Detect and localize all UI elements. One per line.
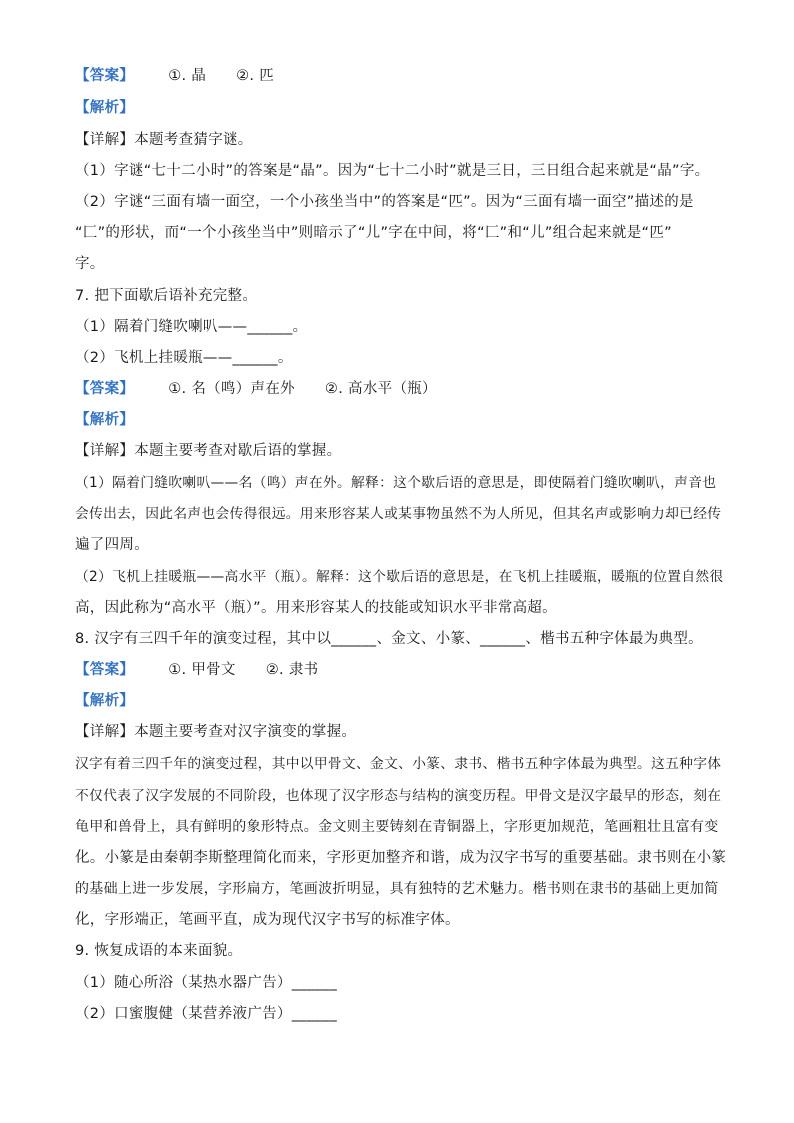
answer-row	[75, 379, 725, 399]
paragraph-line: （2）字谜“三面有墙一面空，一个小孩坐当中”的答案是“匹”。因为“三面有墙一面空”描述的是	[75, 194, 694, 210]
paragraph-line: 汉字有着三四千年的演变过程，其中以甲骨文、金文、小篆、隶书、楷书五种字体最为典型。这五种字体	[75, 756, 722, 772]
question-item: （2）飞机上挂暖瓶——______。	[75, 350, 293, 366]
analysis-label: 【解析】	[75, 693, 135, 709]
detail-label: 【详解】	[75, 443, 135, 459]
paragraph-line: （2）飞机上挂暖瓶——高水平（瓶）。解释：这个歇后语的意思是，在飞机上挂暖瓶，暖瓶的位置自然很	[75, 569, 724, 585]
analysis-label-row	[75, 410, 725, 430]
answer-label: 【答案】	[75, 662, 135, 678]
detail-row	[75, 441, 725, 461]
answer-row	[75, 660, 725, 680]
question-title: 8. 汉字有三四千年的演变过程，其中以______、金文、小篆、______、楷书五种字体最为典型。	[75, 631, 703, 647]
question-title: 7. 把下面歇后语补充完整。	[75, 288, 258, 304]
detail-label: 【详解】	[75, 132, 135, 148]
answer-label: 【答案】	[75, 68, 135, 84]
paragraph-line: 高，因此称为“高水平（瓶）”。用来形容某人的技能或知识水平非常高超。	[75, 600, 557, 616]
answer-option-1: ①. 名（鸣）声在外	[168, 381, 295, 397]
analysis-label-row	[75, 691, 725, 711]
detail-label: 【详解】	[75, 724, 135, 740]
paragraph-line: 龟甲和兽骨上，具有鲜明的象形特点。金文则主要铸刻在青铜器上，字形更加规范，笔画粗壮且富有变	[75, 819, 719, 835]
paragraph-line: （1）隔着门缝吹喇叭——名（鸣）声在外。解释：这个歇后语的意思是，即使隔着门缝吹喇叭，声音也	[75, 475, 717, 491]
answer-option-2: ②. 隶书	[265, 662, 319, 678]
answer-row	[75, 66, 725, 86]
detail-text: 本题主要考查对歇后语的掌握。	[134, 443, 342, 459]
question-item: （1）随心所浴（某热水器广告）______	[75, 975, 338, 991]
analysis-label: 【解析】	[75, 412, 135, 428]
paragraph-line: “匚”的形状，而“一个小孩坐当中”则暗示了“儿”字在中间，将“匚”和“儿”组合起来就是“匹”	[75, 225, 672, 241]
detail-row	[75, 722, 725, 742]
paragraph-line: 化。小篆是由秦朝李斯整理简化而来，字形更加整齐和谐，成为汉字书写的重要基础。隶书则在小篆	[75, 850, 727, 866]
answer-option-1: ①. 晶	[168, 68, 207, 84]
analysis-label: 【解析】	[75, 100, 135, 116]
answer-option-1: ①. 甲骨文	[168, 662, 236, 678]
paragraph-line: 化，字形端正，笔画平直，成为现代汉字书写的标准字体。	[75, 912, 460, 928]
detail-text: 本题考查猜字谜。	[134, 132, 253, 148]
question-item: （1）隔着门缝吹喇叭——______。	[75, 319, 308, 335]
paragraph-line: 不仅代表了汉字发展的不同阶段，也体现了汉字形态与结构的演变历程。甲骨文是汉字最早的形态，刻在	[75, 788, 722, 804]
answer-option-2: ②. 匹	[236, 68, 275, 84]
question-item: （2）口蜜腹健（某营养液广告）______	[75, 1006, 338, 1022]
question-title: 9. 恢复成语的本来面貌。	[75, 943, 243, 959]
answer-label: 【答案】	[75, 381, 135, 397]
paragraph-line: 会传出去，因此名声也会传得很远。用来形容某人或某事物虽然不为人所见，但其名声或影响力却已经传	[75, 506, 722, 522]
paragraph-line: （1）字谜“七十二小时”的答案是“晶”。因为“七十二小时”就是三日，三日组合起来就是“晶”字。	[75, 163, 710, 179]
detail-text: 本题主要考查对汉字演变的掌握。	[134, 724, 357, 740]
paragraph-line: 字。	[75, 256, 105, 272]
paragraph-line: 的基础上进一步发展，字形扁方，笔画波折明显，具有独特的艺术魅力。楷书则在隶书的基础上更加简	[75, 881, 719, 897]
detail-row	[75, 130, 725, 150]
analysis-label-row	[75, 98, 725, 118]
answer-option-2: ②. 高水平（瓶）	[324, 381, 437, 397]
paragraph-line: 遍了四周。	[75, 537, 149, 553]
